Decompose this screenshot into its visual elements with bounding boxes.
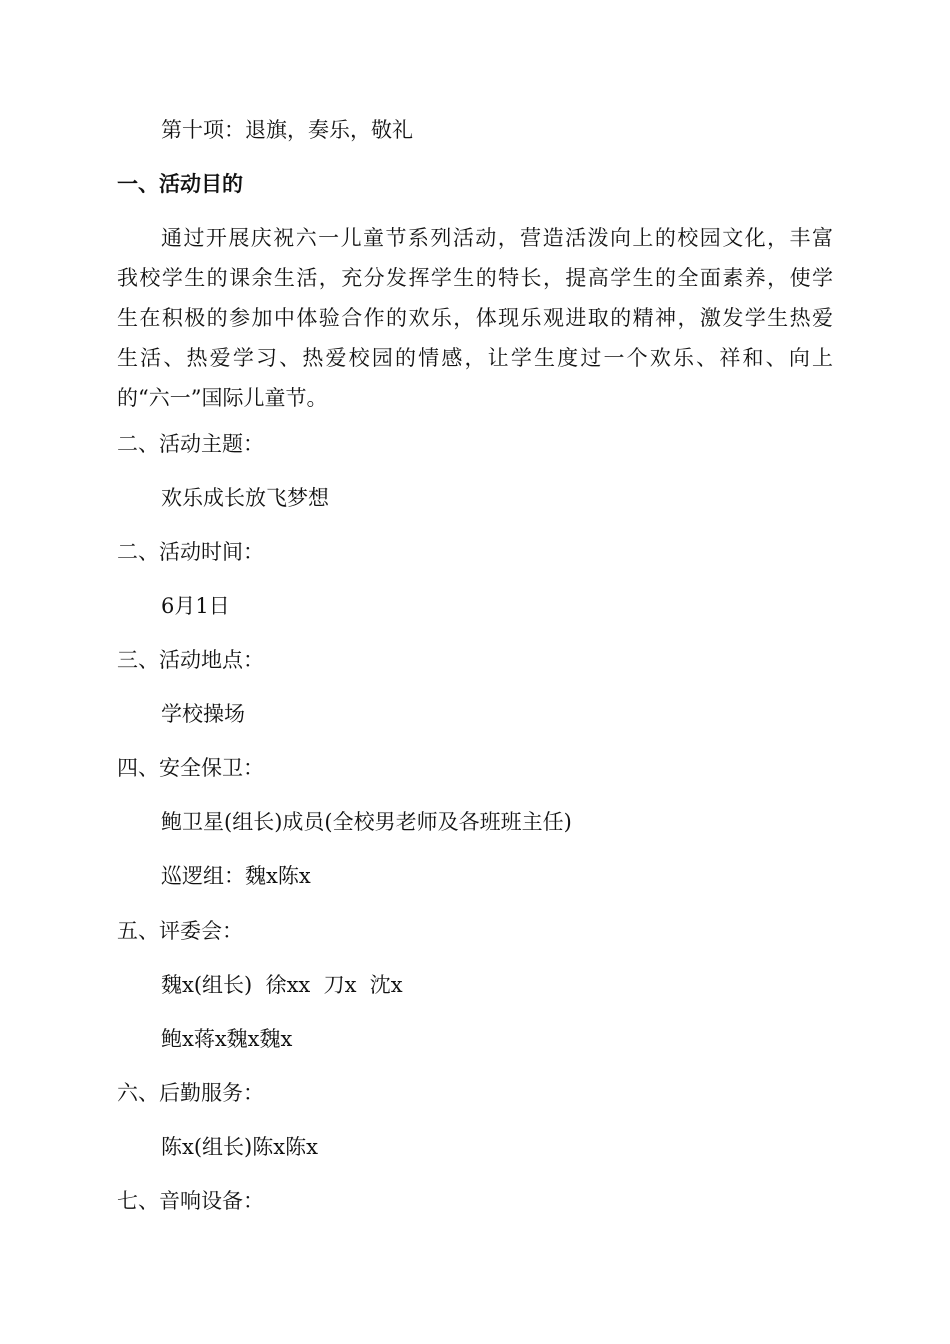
section-logistics-heading: 六、后勤服务： bbox=[117, 1081, 264, 1105]
section-theme-heading: 二、活动主题： bbox=[117, 432, 264, 456]
time-content: 6月1日 bbox=[161, 594, 230, 618]
theme-content: 欢乐成长放飞梦想 bbox=[161, 486, 329, 510]
section-purpose-heading: 一、活动目的 bbox=[117, 171, 243, 196]
purpose-line-5: 的“六一”国际儿童节。 bbox=[117, 386, 328, 410]
security-line-2: 巡逻组：魏x陈x bbox=[161, 864, 311, 888]
section-judges-heading: 五、评委会： bbox=[117, 919, 243, 943]
section-time-heading: 二、活动时间： bbox=[117, 540, 264, 564]
purpose-line-3: 生在积极的参加中体验合作的欢乐，体现乐观进取的精神，激发学生热爱 bbox=[117, 306, 833, 330]
location-content: 学校操场 bbox=[161, 702, 245, 726]
section-security-heading: 四、安全保卫： bbox=[117, 756, 264, 780]
judges-line-1: 魏x(组长) 徐xx 刀x 沈x bbox=[161, 973, 403, 997]
step-ten-line: 第十项：退旗，奏乐，敬礼 bbox=[161, 118, 413, 142]
section-audio-heading: 七、音响设备： bbox=[117, 1189, 264, 1213]
logistics-line-1: 陈x(组长)陈x陈x bbox=[161, 1135, 318, 1159]
purpose-paragraph bbox=[117, 218, 833, 418]
judges-line-2: 鲍x蒋x魏x魏x bbox=[161, 1027, 293, 1051]
purpose-line-2: 我校学生的课余生活，充分发挥学生的特长，提高学生的全面素养，使学 bbox=[117, 266, 833, 290]
security-line-1: 鲍卫星(组长)成员(全校男老师及各班班主任) bbox=[161, 810, 572, 834]
purpose-line-4: 生活、热爱学习、热爱校园的情感，让学生度过一个欢乐、祥和、向上 bbox=[117, 346, 833, 370]
section-location-heading: 三、活动地点： bbox=[117, 648, 264, 672]
purpose-line-1: 通过开展庆祝六一儿童节系列活动，营造活泼向上的校园文化，丰富 bbox=[161, 226, 833, 250]
